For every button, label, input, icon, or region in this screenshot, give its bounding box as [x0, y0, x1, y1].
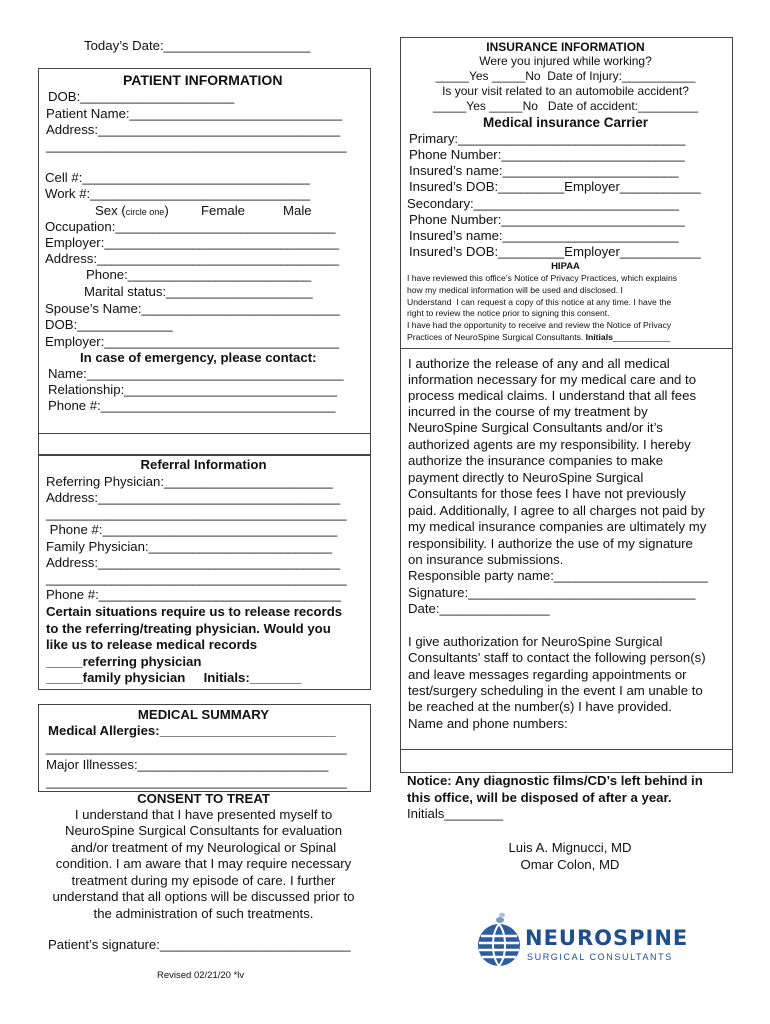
- patient-name-field[interactable]: Patient Name:_____________________________: [46, 106, 343, 121]
- hipaa-initials-line[interactable]: [407, 332, 670, 343]
- auth-line: process medical claims. I understand that all fees: [408, 388, 697, 403]
- referring-physician-field[interactable]: Referring Physician:_______________________: [46, 474, 333, 489]
- release-text-1: Certain situations require us to release records: [46, 604, 343, 619]
- hipaa-line: I have had the opportunity to receive and review the Notice of Privacy: [407, 320, 672, 330]
- consent-line: I understand that I have presented myself to: [74, 807, 333, 822]
- spouse-name-field[interactable]: Spouse’s Name:___________________________: [45, 301, 340, 316]
- logo-wordmark: NEUROSPINE: [525, 926, 689, 950]
- release-option-referring[interactable]: _____referring physician: [46, 654, 202, 669]
- medical-summary-title: MEDICAL SUMMARY: [137, 707, 270, 722]
- emergency-name-field[interactable]: Name:___________________________________: [48, 366, 344, 381]
- auth-line: payment directly to NeuroSpine Surgical: [408, 470, 644, 485]
- spouse-dob-field[interactable]: DOB:_____________: [45, 317, 173, 332]
- contact-line: and leave messages regarding appointments or: [408, 667, 687, 682]
- hipaa-line: I have reviewed this office’s Notice of Privacy Practices, which explains: [407, 273, 678, 283]
- family-address-line-2[interactable]: _________________________________________: [46, 571, 347, 586]
- sex-text: Sex (: [95, 203, 126, 218]
- hipaa-line: Understand I can request a copy of this notice at any time. I have the: [407, 297, 672, 307]
- neurospine-logo: [473, 912, 689, 972]
- auth-date-field[interactable]: Date:_______________: [408, 601, 550, 616]
- auth-signature-field[interactable]: Signature:_______________________________: [408, 585, 696, 600]
- release-option-family[interactable]: _____family physician Initials:_______: [46, 670, 302, 685]
- consent-line: NeuroSpine Surgical Consultants for evaluation: [64, 823, 343, 838]
- auth-line: NeuroSpine Surgical Consultants and/or it’s: [408, 420, 663, 435]
- doctor-name: Luis A. Mignucci, MD: [508, 840, 632, 855]
- spine-globe-icon: [473, 912, 525, 970]
- employer-field[interactable]: Employer:________________________________: [45, 235, 340, 250]
- cell-field[interactable]: Cell #:_______________________________: [45, 170, 310, 185]
- working-question: Were you injured while working?: [479, 54, 652, 68]
- emergency-relationship-field[interactable]: Relationship:_____________________________: [48, 382, 337, 397]
- release-text-3: like us to release medical records: [46, 637, 258, 652]
- sex-close: ): [164, 203, 169, 218]
- family-phone-field[interactable]: Phone #:_________________________________: [46, 587, 341, 602]
- allergies-line-2[interactable]: _________________________________________: [46, 740, 347, 755]
- auth-line: incurred in the course of my treatment by: [408, 404, 648, 419]
- revision-note: Revised 02/21/20 *lv: [157, 970, 245, 981]
- occupation-field[interactable]: Occupation:______________________________: [45, 219, 336, 234]
- divider: [400, 749, 733, 750]
- contact-line: test/surgery scheduling in the event I am unable to: [408, 683, 703, 698]
- auth-line: information necessary for my medical care and to: [408, 372, 697, 387]
- allergies-field[interactable]: Medical Allergies:________________________: [48, 723, 336, 738]
- hipaa-title: HIPAA: [551, 261, 580, 272]
- doctor-name: Omar Colon, MD: [520, 857, 620, 872]
- auto-question: Is your visit related to an automobile accident?: [442, 84, 689, 98]
- hipaa-last-line: Practices of NeuroSpine Surgical Consultants.: [407, 332, 586, 342]
- family-physician-field[interactable]: Family Physician:_________________________: [46, 539, 332, 554]
- release-text-2: to the referring/treating physician. Would you: [46, 621, 331, 636]
- notice-initials-field[interactable]: Initials________: [407, 806, 504, 821]
- secondary-insured-dob-field[interactable]: Insured’s DOB:_________Employer___________: [409, 244, 701, 259]
- referral-address-field[interactable]: Address:_________________________________: [46, 490, 341, 505]
- secondary-phone-field[interactable]: Phone Number:_________________________: [409, 212, 685, 227]
- work-field[interactable]: Work #:______________________________: [45, 186, 311, 201]
- referral-title: Referral Information: [140, 457, 267, 472]
- auth-line: authorize the insurance companies to make: [408, 453, 664, 468]
- insurance-title: INSURANCE INFORMATION: [486, 40, 645, 54]
- logo-subtitle: SURGICAL CONSULTANTS: [527, 952, 673, 962]
- auth-line: Consultants for those fees I have not previously: [408, 486, 686, 501]
- divider: [400, 348, 733, 349]
- todays-date-field[interactable]: Today’s Date:____________________: [84, 38, 311, 53]
- notice-line: this office, will be disposed of after a year.: [407, 790, 672, 805]
- auth-line: responsibility. I authorize the use of my signature: [408, 536, 693, 551]
- auth-line: authorized agents are my responsibility. I hereby: [408, 437, 691, 452]
- working-answer[interactable]: _____Yes _____No Date of Injury:___________: [435, 69, 696, 83]
- sex-label: [95, 203, 169, 219]
- primary-insured-dob-field[interactable]: Insured’s DOB:_________Employer___________: [409, 179, 701, 194]
- responsible-party-field[interactable]: Responsible party name:_____________________: [408, 568, 708, 583]
- referral-address-line-2[interactable]: _________________________________________: [46, 506, 347, 521]
- consent-title: CONSENT TO TREAT: [137, 791, 270, 806]
- sex-note: circle one: [125, 207, 165, 217]
- phone-field[interactable]: Phone:_________________________: [86, 267, 312, 282]
- family-address-field[interactable]: Address:_________________________________: [46, 555, 341, 570]
- patient-signature-field[interactable]: Patient’s signature:__________________________: [48, 937, 351, 952]
- marital-status-field[interactable]: Marital status:____________________: [84, 284, 313, 299]
- contact-line: I give authorization for NeuroSpine Surgical: [408, 634, 663, 649]
- contact-line: Consultants’ staff to contact the following person(s): [408, 650, 706, 665]
- spouse-employer-field[interactable]: Employer:________________________________: [45, 334, 340, 349]
- hipaa-initials-label: Initials: [585, 332, 613, 342]
- sex-option-female[interactable]: Female: [201, 203, 245, 218]
- primary-carrier-field[interactable]: Primary:_______________________________: [409, 131, 686, 146]
- secondary-carrier-field[interactable]: Secondary:____________________________: [407, 196, 680, 211]
- contact-names-field[interactable]: Name and phone numbers:: [408, 716, 568, 731]
- emergency-contact-heading: In case of emergency, please contact:: [80, 350, 317, 365]
- secondary-insured-name-field[interactable]: Insured’s name:________________________: [409, 228, 679, 243]
- auth-line: on insurance submissions.: [408, 552, 564, 567]
- primary-insured-name-field[interactable]: Insured’s name:________________________: [409, 163, 679, 178]
- emergency-phone-field[interactable]: Phone #:________________________________: [48, 398, 336, 413]
- auto-answer[interactable]: _____Yes _____No Date of accident:_________: [432, 99, 699, 113]
- hipaa-line: how my medical information will be used and disclosed. I: [407, 285, 623, 295]
- sex-option-male[interactable]: Male: [283, 203, 312, 218]
- hipaa-line: right to review the notice prior to signing this consent.: [407, 308, 610, 318]
- illnesses-field[interactable]: Major Illnesses:__________________________: [46, 757, 329, 772]
- referral-phone-field[interactable]: Phone #:________________________________: [46, 522, 338, 537]
- auth-line: I authorize the release of any and all medical: [408, 356, 670, 371]
- consent-line: and/or treatment of my Neurological or Spinal: [70, 840, 337, 855]
- carrier-title: Medical insurance Carrier: [482, 115, 649, 130]
- notice-line: Notice: Any diagnostic films/CD’s left behind in: [407, 773, 703, 788]
- consent-line: condition. I am aware that I may require necessary: [55, 856, 352, 871]
- auth-line: my medical insurance companies are ultimately my: [408, 519, 707, 534]
- consent-line: the administration of such treatments.: [93, 906, 314, 921]
- address-line-2[interactable]: _________________________________________: [46, 138, 347, 153]
- hipaa-initials-blank[interactable]: ____________: [612, 332, 671, 342]
- contact-line: be reached at the number(s) I have provided.: [408, 699, 672, 714]
- address-field[interactable]: Address:_________________________________: [46, 122, 341, 137]
- primary-phone-field[interactable]: Phone Number:_________________________: [409, 147, 685, 162]
- illnesses-line-2[interactable]: _________________________________________: [46, 774, 347, 789]
- employer-address-field[interactable]: Address:_________________________________: [45, 251, 340, 266]
- dob-field[interactable]: DOB:_____________________: [48, 89, 235, 104]
- patient-info-title: PATIENT INFORMATION: [123, 72, 283, 88]
- consent-line: understand that all options will be discussed prior to: [52, 889, 355, 904]
- divider: [38, 433, 371, 434]
- auth-line: paid. Additionally, I agree to all charges not paid by: [408, 503, 705, 518]
- consent-line: treatment during my episode of care. I further: [71, 873, 336, 888]
